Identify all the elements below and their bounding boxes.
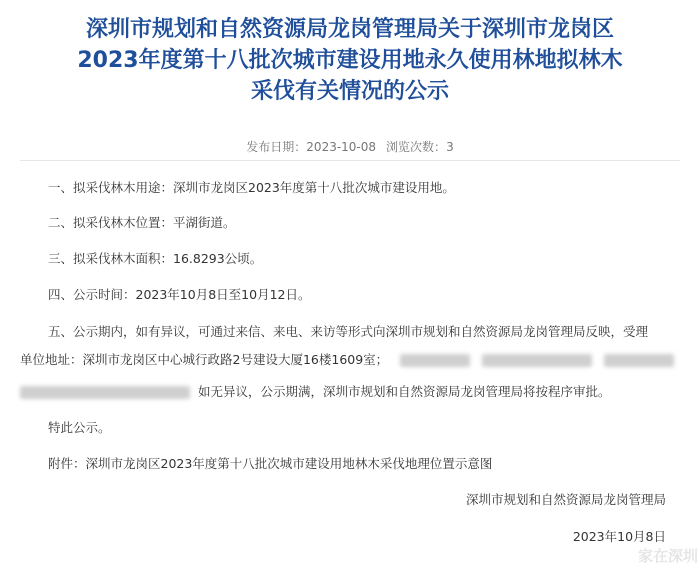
- redacted-block: [20, 386, 190, 399]
- notice-title: [0, 14, 700, 107]
- paragraph-objection-line-3: [20, 383, 611, 401]
- title-line-3: 采伐有关情况的公示: [250, 79, 449, 104]
- views-count: 3: [446, 140, 454, 154]
- paragraph-objection-line-1: 五、公示期内，如有异议，可通过来信、来电、来访等形式向深圳市规划和自然资源局龙岗管理局反映，受理: [48, 324, 649, 339]
- publish-meta: [0, 138, 700, 155]
- views-label: 浏览次数：: [386, 140, 447, 154]
- publish-date: 2023-10-08: [306, 140, 377, 154]
- paragraph-location: 二、拟采伐林木位置：平湖街道。: [48, 215, 236, 230]
- issuer-signature: 深圳市规划和自然资源局龙岗管理局: [465, 492, 666, 507]
- publish-date-label: 发布日期：: [246, 140, 307, 154]
- objection-address: 单位地址：深圳市龙岗区中心城行政路2号建设大厦16楼1609室；: [20, 352, 389, 367]
- title-line-1: 深圳市规划和自然资源局龙岗管理局关于深圳市龙岗区: [85, 17, 614, 42]
- redacted-block: [482, 354, 592, 367]
- issue-date: 2023年10月8日: [572, 529, 666, 544]
- site-watermark: 家在深圳: [637, 547, 698, 565]
- redacted-block: [400, 354, 470, 367]
- paragraph-area: 三、拟采伐林木面积：16.8293公顷。: [48, 251, 263, 266]
- paragraph-closing: 特此公示。: [48, 420, 111, 435]
- redacted-block: [604, 354, 674, 367]
- divider: [20, 160, 680, 161]
- paragraph-usage: 一、拟采伐林木用途：深圳市龙岗区2023年度第十八批次城市建设用地。: [48, 180, 455, 195]
- objection-conclusion: 如无异议，公示期满，深圳市规划和自然资源局龙岗管理局将按程序审批。: [198, 384, 611, 399]
- paragraph-period: 四、公示时间：2023年10月8日至10月12日。: [48, 287, 311, 302]
- attachment-link[interactable]: 附件：深圳市龙岗区2023年度第十八批次城市建设用地林木采伐地理位置示意图: [48, 456, 493, 471]
- title-line-2: 2023年度第十八批次城市建设用地永久使用林地拟林木: [77, 48, 623, 73]
- paragraph-objection-line-2: [20, 351, 674, 369]
